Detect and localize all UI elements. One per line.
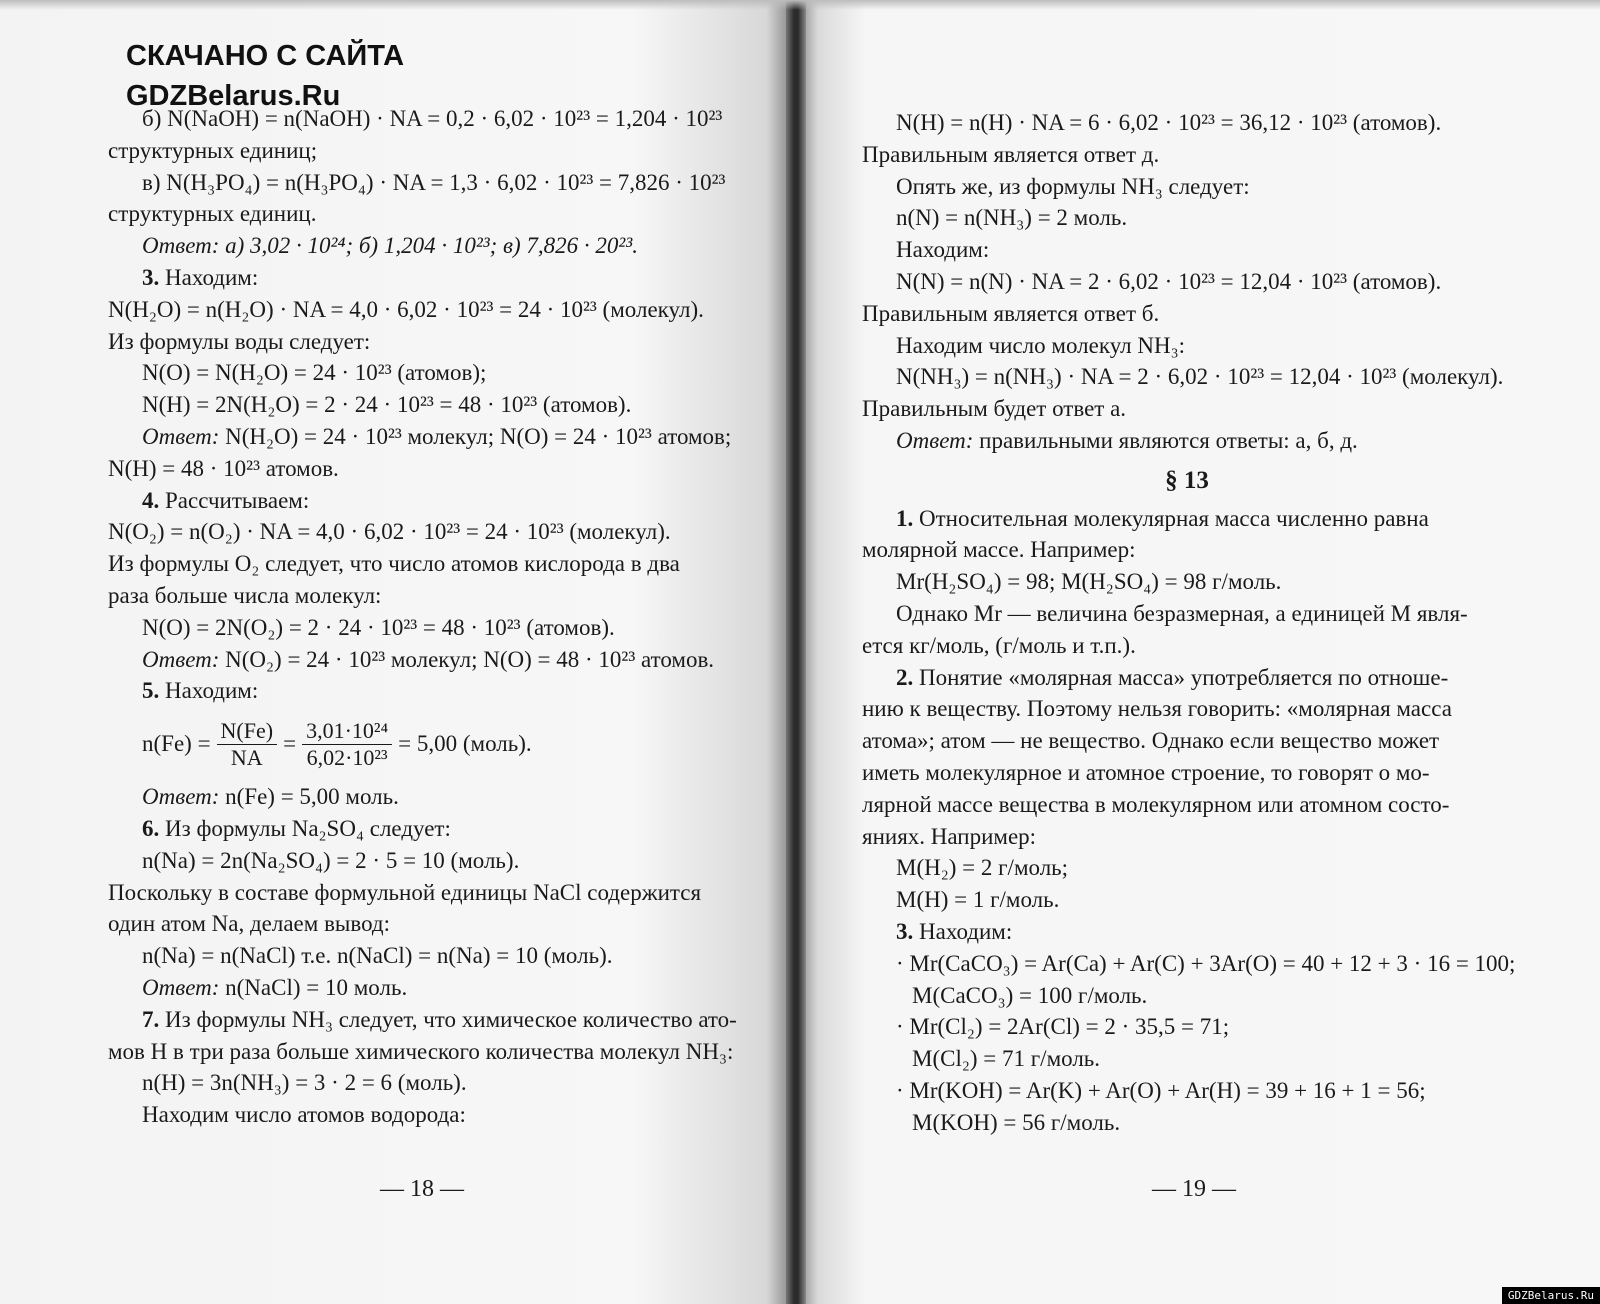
problem-heading: 3. Находим:	[142, 264, 259, 290]
formula-line: N(H) = n(H) · NA = 6 · 6,02 · 10²³ = 36,12 · 10²³ (атомов).	[896, 110, 1442, 135]
formula-line: N(NH₃) = n(NH₃) · NA = 2 · 6,02 · 10²³ = 12,04 · 10²³ (молекул).	[896, 364, 1504, 390]
text-line: Из формулы воды следует:	[108, 328, 371, 354]
formula-line: N(N) = n(N) · NA = 2 · 6,02 · 10²³ = 12,04 · 10²³ (атомов).	[896, 268, 1442, 294]
formula-line: Mr(H₂SO₄) = 98; M(H₂SO₄) = 98 г/моль.	[896, 569, 1282, 595]
answer-line: Ответ: правильными являются ответы: а, б, д.	[896, 427, 1358, 453]
fraction-equals: =	[283, 731, 297, 757]
problem-heading: 5. Находим:	[142, 678, 259, 704]
left-page-text	[108, 103, 748, 1131]
formula-line: N(H) = 2N(H₂O) = 2 · 24 · 10²³ = 48 · 10²³ (атомов).	[142, 392, 632, 418]
text-line: структурных единиц;	[108, 137, 318, 163]
text-line: Однако Mr — величина безразмерная, а единицей M явля-	[896, 600, 1468, 626]
fraction-2-denominator: 6,02·10²³	[306, 744, 388, 770]
answer-line: Ответ: N(O₂) = 24 · 10²³ молекул; N(O) = 48 · 10²³ атомов.	[142, 646, 715, 672]
text-line: 1. Относительная молекулярная масса численно равна	[896, 505, 1429, 531]
answer-line: Ответ: а) 3,02 · 10²⁴; б) 1,204 · 10²³; в) 7,826 · 20²³.	[142, 233, 638, 259]
formula-line: · Mr(CaCO₃) = Ar(Ca) + Ar(C) + 3Ar(O) = 40 + 12 + 3 · 16 = 100;	[896, 950, 1516, 976]
page-number-left: — 18 —	[380, 1176, 464, 1202]
answer-line: Ответ: n(NaCl) = 10 моль.	[142, 974, 408, 1000]
fraction-rhs: = 5,00 (моль).	[398, 731, 532, 757]
formula-line: N(O) = 2N(O₂) = 2 · 24 · 10²³ = 48 · 10²³ (атомов).	[142, 614, 615, 640]
formula-line: M(H) = 1 г/моль.	[896, 887, 1060, 913]
text-line: Находим число молекул NH₃:	[896, 332, 1186, 358]
text-line: нию к веществу. Поэтому нельзя говорить: «молярная масса	[862, 696, 1452, 722]
text-line: Правильным будет ответ а.	[862, 396, 1127, 422]
text-line: Находим число атомов водорода:	[142, 1102, 466, 1128]
text-line: Находим:	[896, 237, 990, 263]
text-line: раза больше числа молекул:	[108, 582, 382, 608]
scan-shadow	[0, 0, 1600, 10]
text-line: яниях. Например:	[862, 823, 1037, 849]
text-line: Опять же, из формулы NH₃ следует:	[896, 173, 1250, 199]
formula-line: N(H₂O) = n(H₂O) · NA = 4,0 · 6,02 · 10²³ = 24 · 10²³ (молекул).	[108, 296, 704, 322]
text-line: б) N(NaOH) = n(NaOH) · NA = 0,2 · 6,02 · 10²³ = 1,204 · 10²³	[142, 106, 723, 131]
formula-line: N(O₂) = n(O₂) · NA = 4,0 · 6,02 · 10²³ = 24 · 10²³ (молекул).	[108, 519, 671, 545]
problem-heading: 7. Из формулы NH₃ следует, что химическое количество ато-	[142, 1006, 737, 1032]
problem-heading: 6. Из формулы Na₂SO₄ следует:	[142, 815, 451, 841]
formula-line: M(CaCO₃) = 100 г/моль.	[912, 982, 1148, 1008]
formula-line: n(N) = n(NH₃) = 2 моль.	[896, 205, 1128, 231]
text-line: иметь молекулярное и атомное строение, то говорят о мо-	[862, 759, 1430, 785]
site-corner-tag: GDZBelarus.Ru	[1502, 1287, 1600, 1304]
formula-line: M(KOH) = 56 г/моль.	[912, 1109, 1121, 1135]
formula-line: n(Na) = 2n(Na₂SO₄) = 2 · 5 = 10 (моль).	[142, 847, 520, 873]
formula-line: M(H₂) = 2 г/моль;	[896, 855, 1069, 881]
fraction-1-numerator: N(Fe)	[217, 718, 278, 745]
fraction-2	[302, 718, 392, 771]
fraction-1-denominator: NA	[230, 744, 263, 770]
watermark-line-1: СКАЧАНО С САЙТА	[126, 40, 405, 72]
text-line: Из формулы O₂ следует, что число атомов кислорода в два	[108, 551, 680, 577]
text-line: N(H) = 48 · 10²³ атомов.	[108, 455, 339, 481]
text-line: лярной массе вещества в молекулярном или атомном состо-	[862, 791, 1450, 817]
formula-line: · Mr(Cl₂) = 2Ar(Cl) = 2 · 35,5 = 71;	[896, 1014, 1230, 1040]
formula-line: n(H) = 3n(NH₃) = 3 · 2 = 6 (моль).	[142, 1070, 467, 1096]
formula-line: n(Na) = n(NaCl) т.е. n(NaCl) = n(Na) = 10 (моль).	[142, 943, 613, 969]
formula-line: M(Cl₂) = 71 г/моль.	[912, 1046, 1101, 1072]
answer-line: Ответ: N(H₂O) = 24 · 10²³ молекул; N(O) = 24 · 10²³ атомов;	[142, 423, 732, 449]
text-line: молярной массе. Например:	[862, 537, 1136, 563]
text-line: атома»; атом — не вещество. Однако если вещество может	[862, 728, 1440, 754]
text-line: мов H в три раза больше химического количества молекул NH₃:	[108, 1038, 734, 1064]
text-line: 2. Понятие «молярная масса» употребляется по отноше-	[896, 664, 1449, 690]
fraction-2-numerator: 3,01·10²⁴	[302, 718, 392, 745]
text-line: в) N(H₃PO₄) = n(H₃PO₄) · NA = 1,3 · 6,02 · 10²³ = 7,826 · 10²³	[142, 169, 726, 195]
text-line: Поскольку в составе формульной единицы NaCl содержится	[108, 879, 702, 905]
book-gutter	[786, 0, 806, 1304]
section-heading: § 13	[1165, 466, 1209, 494]
answer-line: Ответ: n(Fe) = 5,00 моль.	[142, 784, 399, 810]
text-line: один атом Na, делаем вывод:	[108, 911, 391, 937]
page-number-right: — 19 —	[1152, 1176, 1236, 1202]
problem-heading: 4. Рассчитываем:	[142, 487, 310, 513]
formula-line: N(O) = N(H₂O) = 24 · 10²³ (атомов);	[142, 360, 487, 386]
fraction-1	[217, 718, 278, 771]
formula-line: · Mr(KOH) = Ar(K) + Ar(O) + Ar(H) = 39 + 16 + 1 = 56;	[896, 1077, 1426, 1103]
text-line: структурных единиц.	[108, 201, 317, 227]
fraction-lhs: n(Fe) =	[142, 731, 211, 757]
text-line: ется кг/моль, (г/моль и т.п.).	[862, 632, 1136, 658]
problem-heading: 3. Находим:	[896, 918, 1013, 944]
fraction-formula	[108, 707, 748, 781]
text-line: Правильным является ответ д.	[862, 141, 1160, 167]
right-page-text	[862, 107, 1516, 1139]
text-line: Правильным является ответ б.	[862, 300, 1160, 326]
watermark-line-2: GDZBelarus.Ru	[126, 80, 341, 112]
